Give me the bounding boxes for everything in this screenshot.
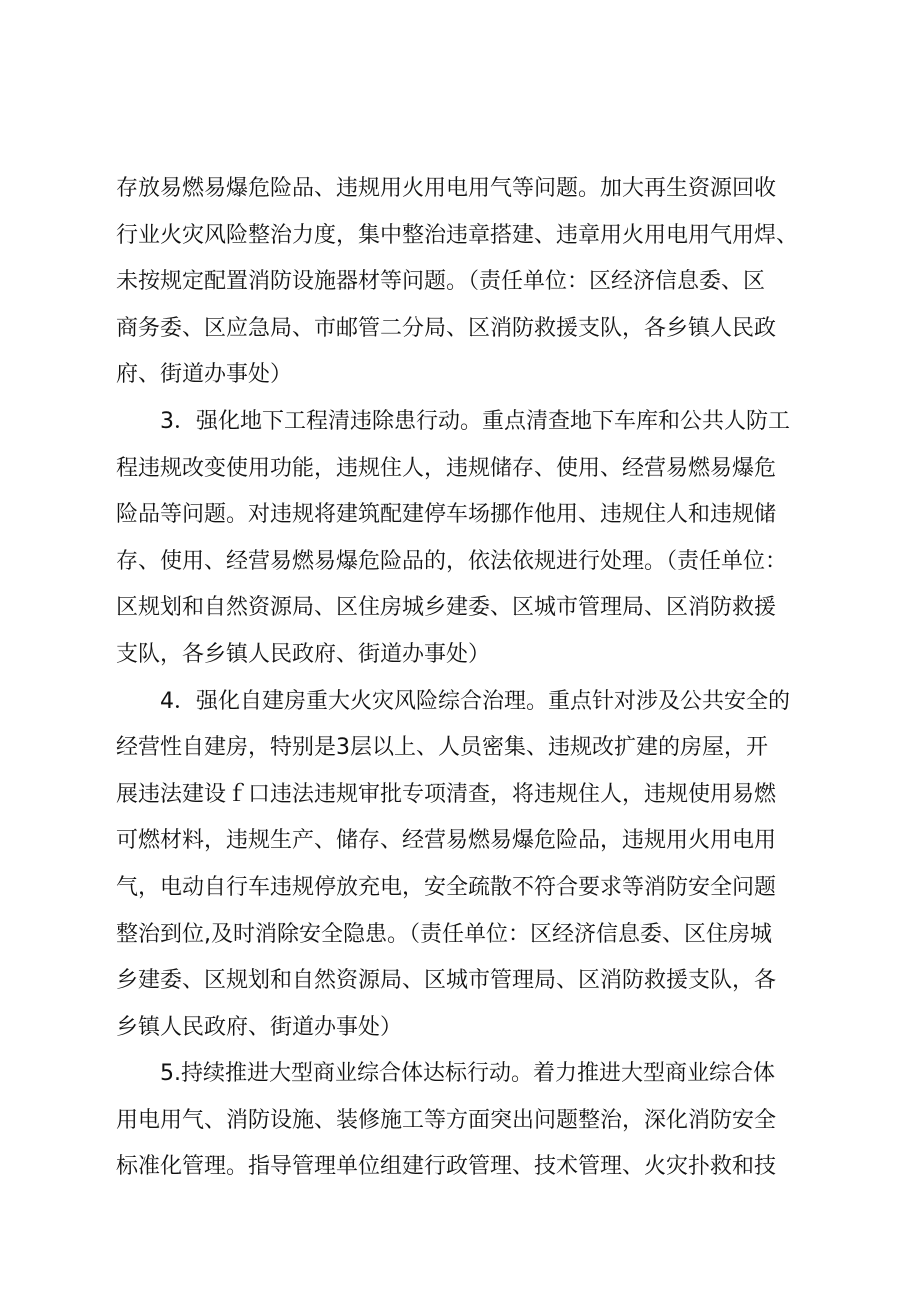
text-line: 存、使用、经营易燃易爆危险品的，依法依规进行处理。（责任单位： bbox=[116, 548, 788, 574]
text-line: 程违规改变使用功能，违规住人，违规储存、使用、经营易燃易爆危 bbox=[116, 455, 777, 481]
text-line: 商务委、区应急局、市邮管二分局、区消防救援支队，各乡镇人民政 bbox=[116, 315, 777, 341]
section-4-heading-line: 4．强化自建房重大火灾风险综合治理。重点针对涉及公共安全的 bbox=[160, 688, 790, 714]
text-line: 展违法建设ｆ口违法违规审批专项清查，将违规住人，违规使用易燃 bbox=[116, 781, 777, 807]
text-line: 经营性自建房，特别是3层以上、人员密集、违规改扩建的房屋，开 bbox=[116, 735, 768, 761]
text-line: 乡建委、区规划和自然资源局、区城市管理局、区消防救援支队，各 bbox=[116, 968, 777, 994]
text-line: 区规划和自然资源局、区住房城乡建委、区城市管理局、区消防救援 bbox=[116, 595, 777, 621]
text-line: 整治到位,及时消除安全隐患。（责任单位：区经济信息委、区住房城 bbox=[116, 921, 772, 947]
text-line: 府、街道办事处） bbox=[116, 362, 293, 388]
section-3-heading-line: 3．强化地下工程清违除患行动。重点清查地下车库和公共人防工 bbox=[160, 408, 790, 434]
text-line: 行业火灾风险整治力度，集中整治违章搭建、违章用火用电用气用焊、 bbox=[116, 222, 799, 248]
text-line: 乡镇人民政府、街道办事处） bbox=[116, 1014, 403, 1040]
text-line: 支队，各乡镇人民政府、街道办事处） bbox=[116, 641, 491, 667]
text-line: 气，电动自行车违规停放充电，安全疏散不符合要求等消防安全问题 bbox=[116, 874, 777, 900]
text-line: 可燃材料，违规生产、储存、经营易燃易爆危险品，违规用火用电用 bbox=[116, 828, 777, 854]
text-line: 存放易燃易爆危险品、违规用火用电用气等问题。加大再生资源回收 bbox=[116, 176, 777, 201]
text-line: 标准化管理。指导管理单位组建行政管理、技术管理、火灾扑救和技 bbox=[116, 1154, 777, 1180]
text-line: 险品等问题。对违规将建筑配建停车场挪作他用、违规住人和违规储 bbox=[116, 502, 777, 528]
document-body bbox=[116, 166, 828, 1191]
section-5-heading-line: 5.持续推进大型商业综合体达标行动。着力推进大型商业综合体 bbox=[160, 1061, 775, 1087]
text-line: 用电用气、消防设施、装修施工等方面突出问题整治，深化消防安全 bbox=[116, 1107, 777, 1133]
text-line: 未按规定配置消防设施器材等问题。（责任单位：区经济信息委、区 bbox=[116, 269, 766, 295]
